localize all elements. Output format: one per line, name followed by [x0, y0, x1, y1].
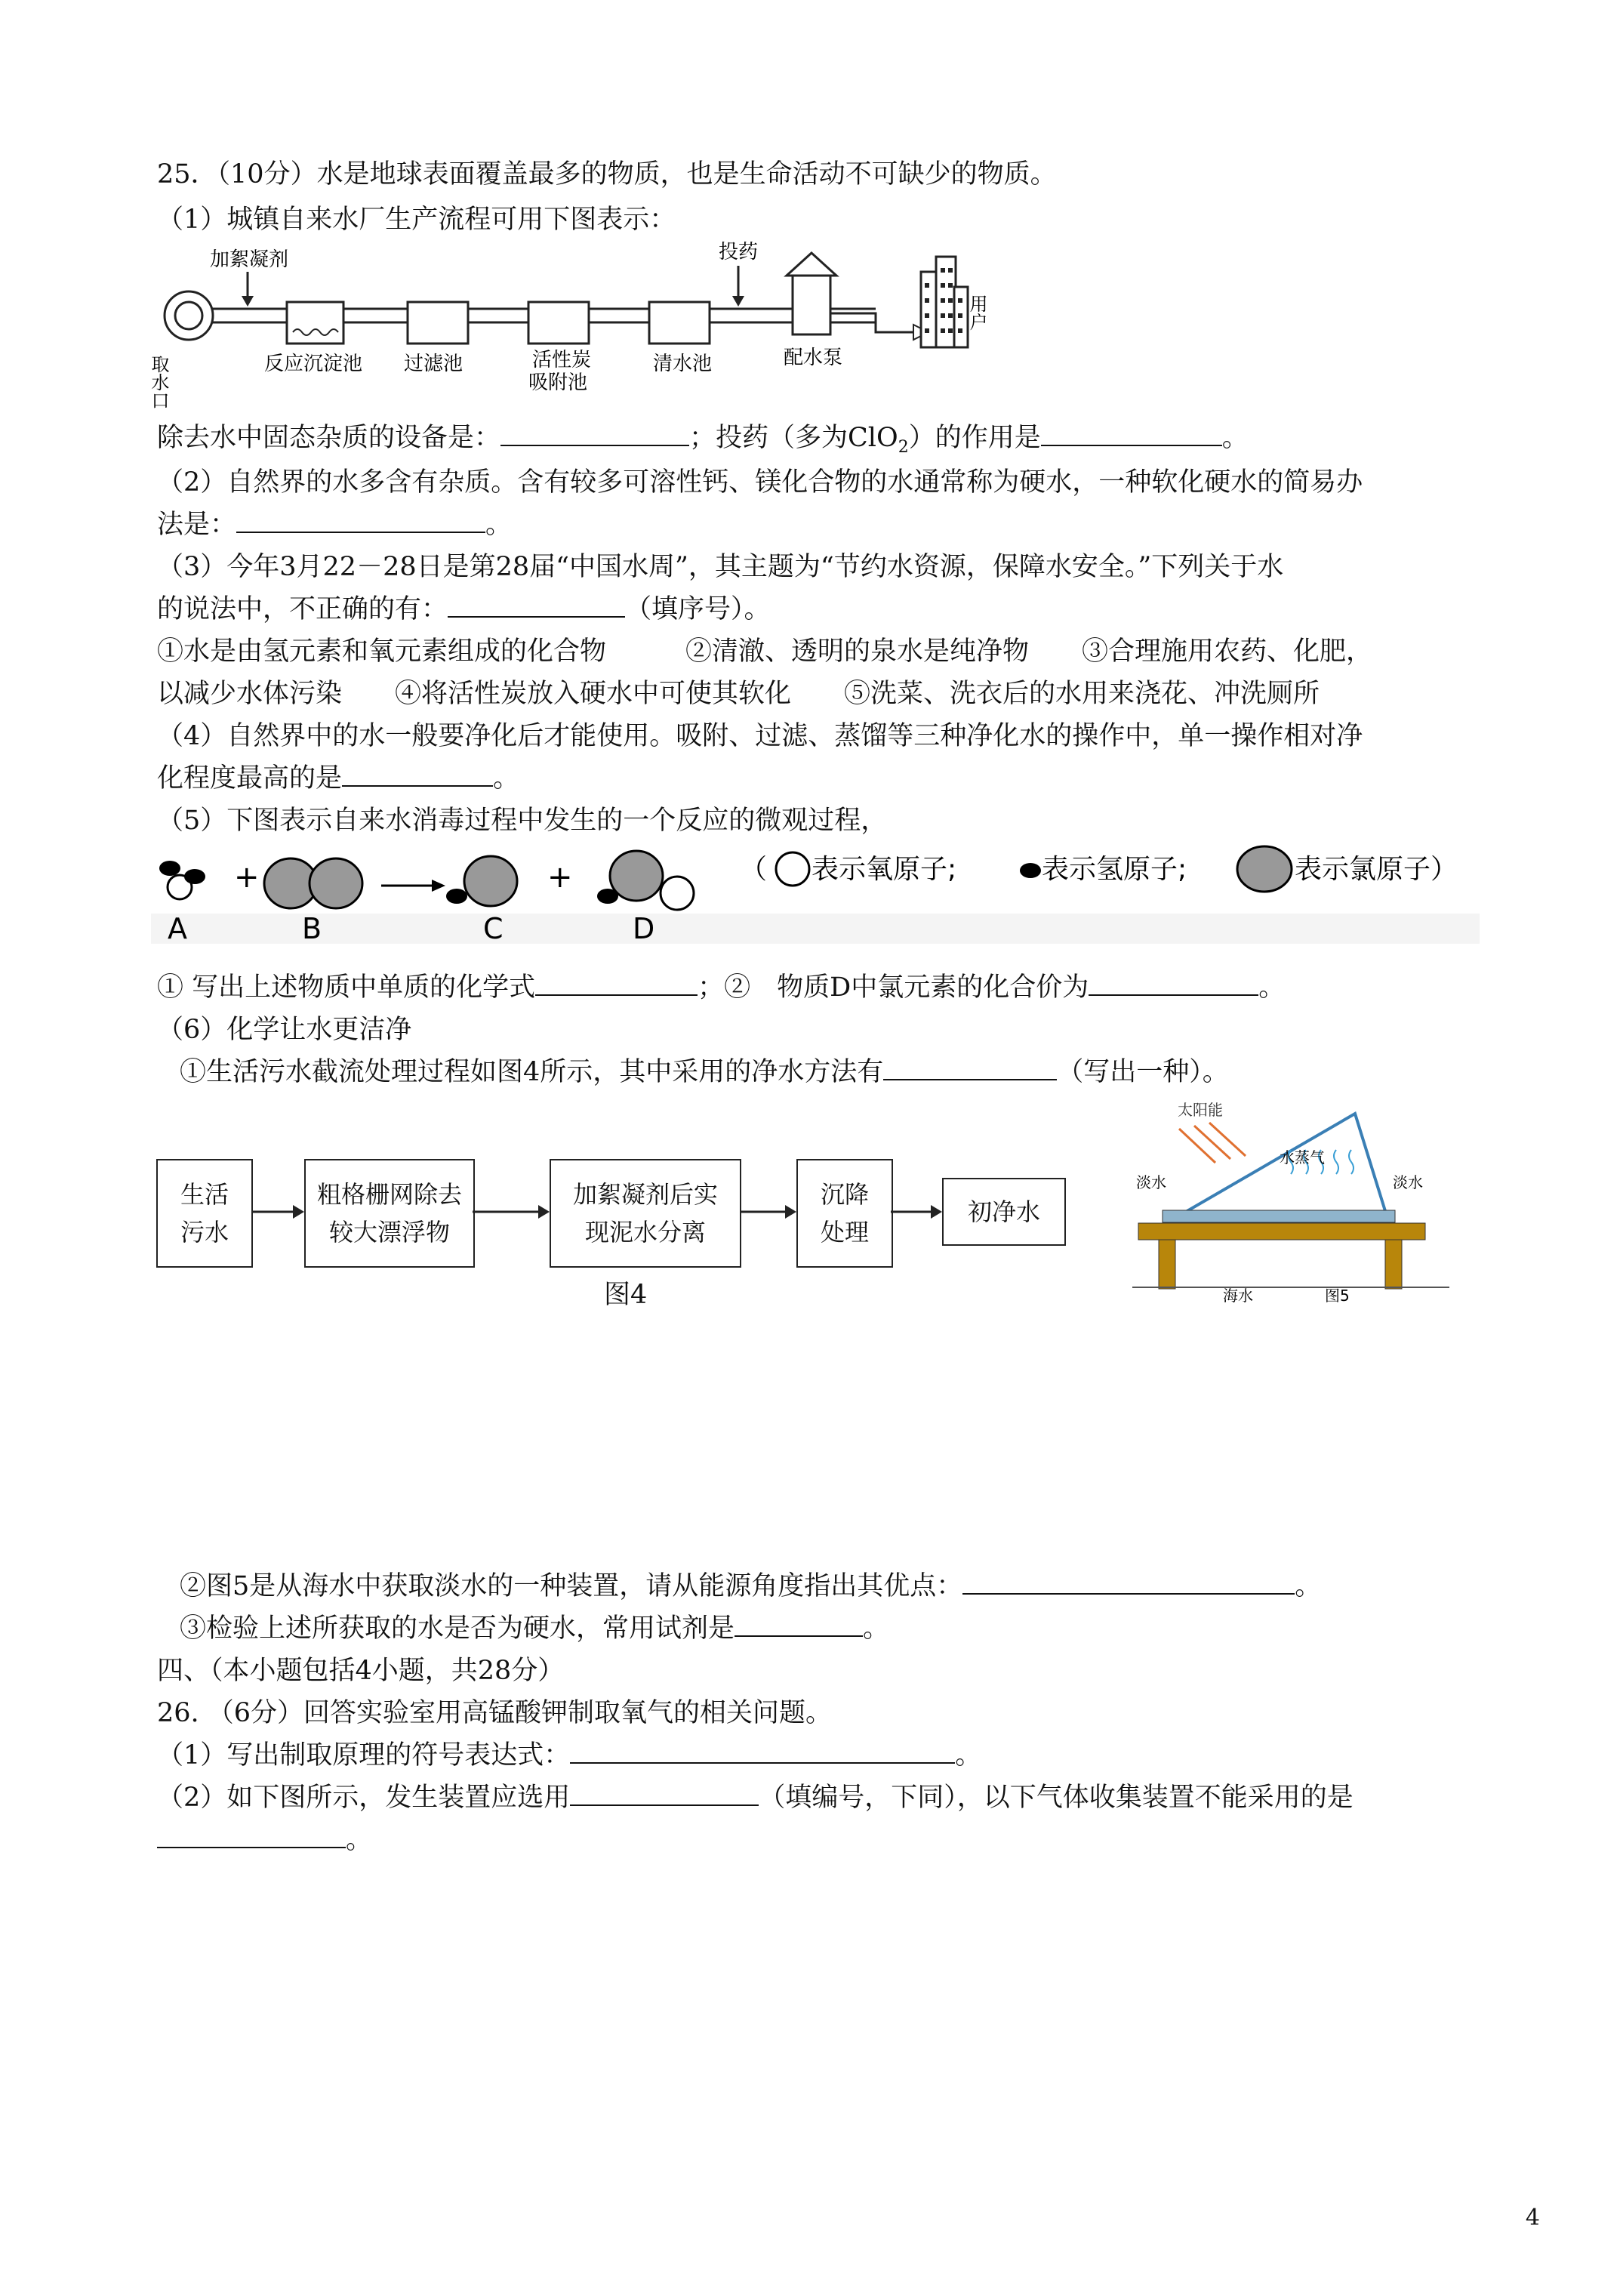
fig5-fresh-right: 淡水 [1393, 1173, 1423, 1191]
fig4-caption: 图4 [604, 1280, 648, 1310]
flow-label-dosing: 投药 [719, 241, 759, 264]
water-plant-flow-diagram [148, 241, 1019, 415]
q25-part3-line1: （3）今年3月22－28日是第28届“中国水周”，其主题为“节约水资源，保障水安全。”下列关于水 [157, 552, 1284, 582]
legend-open: （ [740, 854, 768, 885]
q25-part5-question: ① 写出上述物质中单质的化学式 ；② 物质D中氯元素的化合价为 。 [157, 972, 1286, 1003]
answer-blank-reagent[interactable] [735, 1613, 863, 1637]
label-d: D [633, 912, 655, 945]
reaction-diagram [151, 842, 1480, 948]
flow-stage4: 清水池 [653, 353, 713, 375]
fig5-sea-label: 海水 [1223, 1287, 1253, 1305]
answer-blank-collector[interactable] [157, 1824, 346, 1848]
q25-part6-q1: ①生活污水截流处理过程如图4所示，其中采用的净水方法有 （写出一种）。 [180, 1057, 1229, 1087]
fig4-box-sewage: 生活 污水 [156, 1159, 253, 1268]
q25-part4-line1: （4）自然界中的水一般要净化后才能使用。吸附、过滤、蒸馏等三种净化水的操作中，单一操作相对净 [157, 721, 1363, 751]
q25-part5-intro: （5）下图表示自来水消毒过程中发生的一个反应的微观过程， [157, 806, 888, 836]
q25-options-line2: 以减少水体污染 ④将活性炭放入硬水中可使其软化 ⑤洗菜、洗衣后的水用来浇花、冲洗厕所 [157, 679, 1320, 709]
legend-oxygen: 表示氧原子; [812, 854, 957, 885]
answer-blank-solid-removal[interactable] [500, 422, 689, 446]
q25-header: 25．（10分）水是地球表面覆盖最多的物质，也是生命活动不可缺少的物质。 [157, 159, 1057, 190]
answer-blank-energy-advantage[interactable] [962, 1570, 1295, 1595]
fig5-sun-label: 太阳能 [1178, 1101, 1223, 1119]
fig5-caption: 图5 [1325, 1287, 1350, 1305]
q25-part1-intro: （1）城镇自来水厂生产流程可用下图表示： [157, 205, 676, 235]
flow-stage1: 反应沉淀池 [264, 353, 363, 375]
answer-blank-equation[interactable] [570, 1740, 955, 1764]
flow-stage3a: 活性炭 [532, 349, 592, 371]
q25-part6-q2: ②图5是从海水中获取淡水的一种装置，请从能源角度指出其优点： 。 [180, 1571, 1322, 1601]
q25-part2-line1: （2）自然界的水多含有杂质。含有较多可溶性钙、镁化合物的水通常称为硬水，一种软化硬水的简易办 [157, 467, 1363, 498]
label-b: B [302, 912, 322, 945]
fig5-fresh-left: 淡水 [1136, 1173, 1166, 1191]
q25-part2-line2: 法是： 。 [157, 510, 513, 540]
answer-blank-incorrect-options[interactable] [448, 593, 625, 618]
flow-stage3b: 吸附池 [528, 371, 588, 394]
fig4-box-coagulant: 加絮凝剂后实 现泥水分离 [550, 1159, 741, 1268]
flow-pump: 配水泵 [784, 347, 843, 369]
answer-blank-purification[interactable] [342, 763, 493, 787]
q26-part2-line2: 。 [157, 1823, 372, 1857]
label-c: C [483, 912, 504, 945]
answer-blank-element-formula[interactable] [535, 972, 698, 996]
section-4-header: 四、（本小题包括4小题，共28分） [157, 1656, 565, 1686]
answer-blank-dosing-purpose[interactable] [1041, 422, 1222, 446]
q26-part1: （1）写出制取原理的符号表达式： 。 [157, 1740, 982, 1771]
q25-options-line1: ①水是由氢元素和氧元素组成的化合物 ②清澈、透明的泉水是纯净物 ③合理施用农药、化肥， [157, 636, 1373, 667]
fig5-vapor-label: 水蒸气 [1280, 1148, 1325, 1166]
flow-label-intake: 取水口 [148, 355, 169, 409]
answer-blank-valence[interactable] [1089, 972, 1258, 996]
q25-part4-line2: 化程度最高的是 。 [157, 763, 520, 794]
fig4-box-sedimentation: 沉降 处理 [796, 1159, 893, 1268]
answer-blank-generator[interactable] [570, 1782, 759, 1806]
flow-stage2: 过滤池 [404, 353, 463, 375]
page-number: 4 [1525, 2205, 1540, 2231]
fig4-arrows [249, 1200, 951, 1223]
label-a: A [168, 912, 187, 945]
answer-blank-purify-method[interactable] [883, 1056, 1057, 1080]
q25-part1-question: 除去水中固态杂质的设备是： ；投药（多为ClO$_2$）的作用是 。 [157, 423, 1249, 457]
fig4-box-screen: 粗格栅网除去 较大漂浮物 [304, 1159, 475, 1268]
fig5-solar-still [1132, 1099, 1449, 1318]
fig4-box-clean-water: 初净水 [942, 1178, 1066, 1246]
legend-chlorine: 表示氯原子） [1295, 854, 1458, 885]
q25-part6-intro: （6）化学让水更洁净 [157, 1015, 412, 1045]
flow-user: 用户 [966, 294, 987, 331]
answer-blank-softening[interactable] [236, 509, 485, 533]
q25-part6-q3: ③检验上述所获取的水是否为硬水，常用试剂是 。 [180, 1613, 890, 1644]
flow-label-coagulant: 加絮凝剂 [210, 248, 289, 271]
plus-2: + [547, 860, 573, 895]
q26-part2-line1: （2）如下图所示，发生装置应选用 （填编号，下同），以下气体收集装置不能采用的是 [157, 1783, 1354, 1813]
plus-1: + [234, 860, 260, 895]
q25-part3-line2: 的说法中，不正确的有： （填序号）。 [157, 594, 771, 624]
legend-hydrogen: 表示氢原子; [1042, 854, 1187, 885]
q26-header: 26. （6分）回答实验室用高锰酸钾制取氧气的相关问题。 [157, 1698, 833, 1728]
